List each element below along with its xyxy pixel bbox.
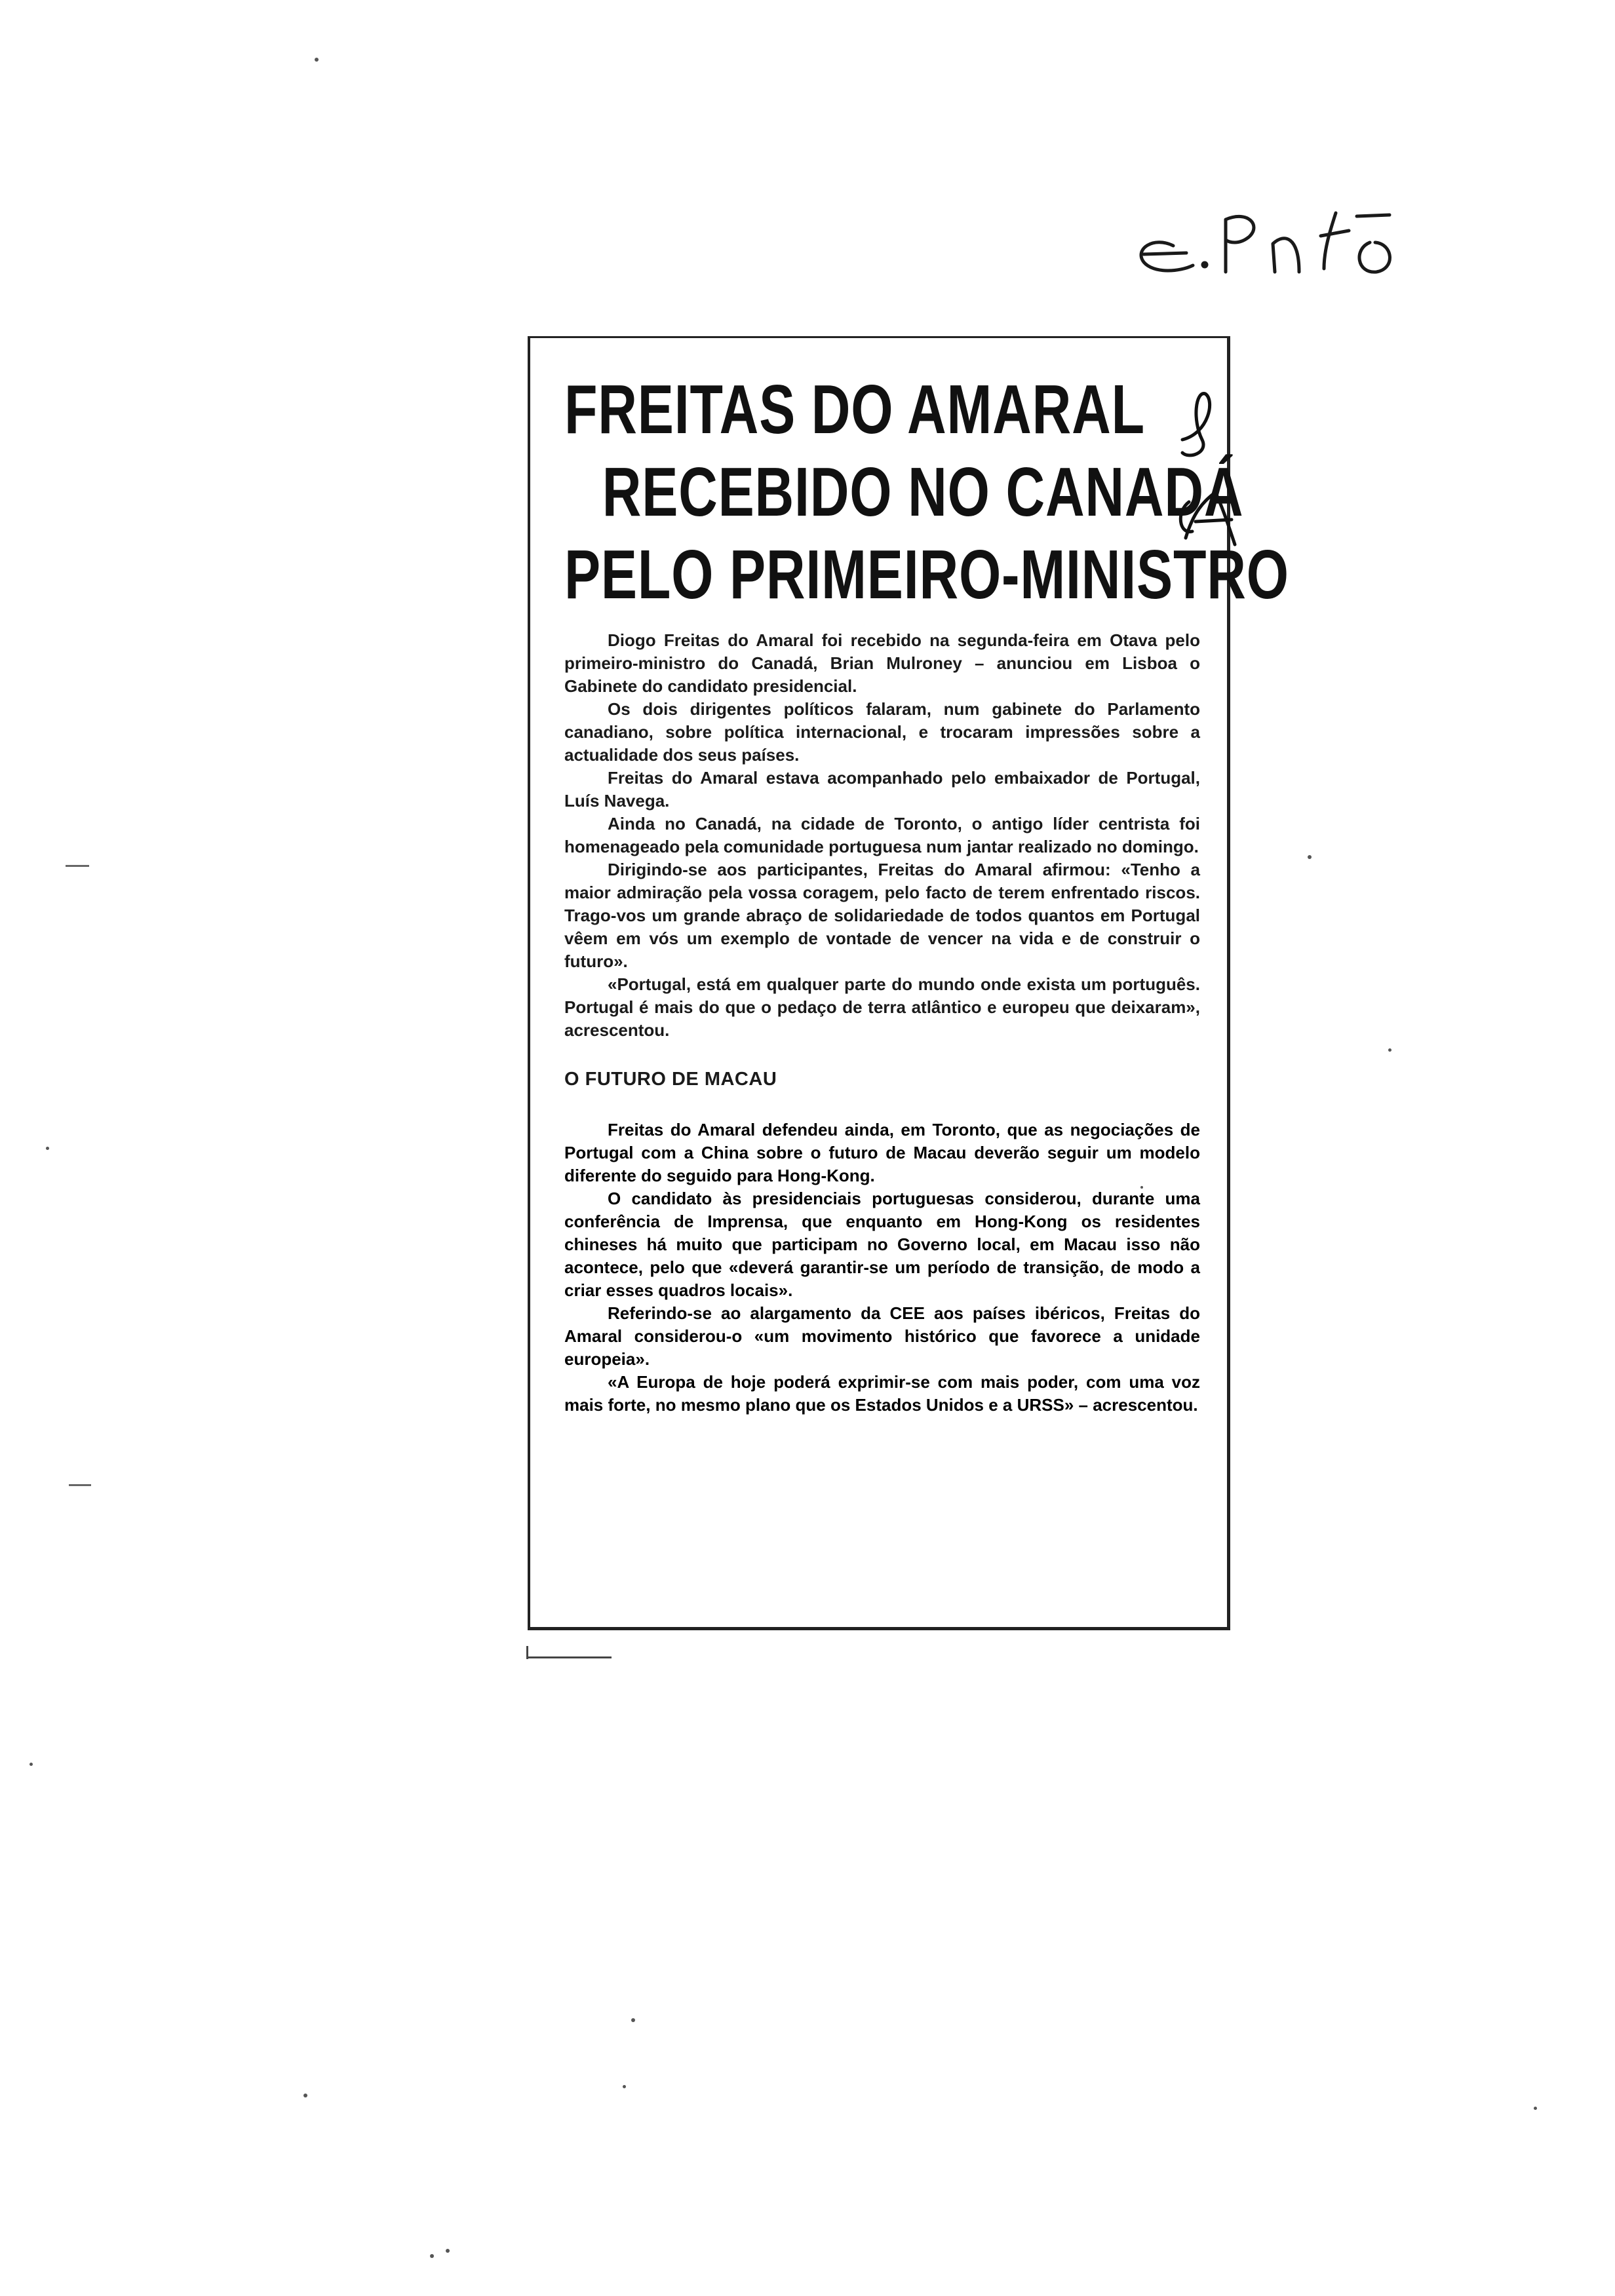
scan-speck	[1388, 1048, 1391, 1052]
scan-speck	[46, 1147, 49, 1150]
scan-speck	[623, 2085, 626, 2088]
article-paragraph: «A Europa de hoje poderá exprimir-se com mais poder, com uma voz mais forte, no mesmo plano que os Estados Unidos e a URSS» – acrescentou.	[564, 1372, 1200, 1415]
scan-speck	[1534, 2107, 1537, 2110]
scan-speck	[631, 2018, 635, 2022]
headline-line-2: RECEBIDO NO CANADÁ	[602, 453, 1244, 531]
scan-mark	[66, 865, 89, 867]
article-paragraph: Freitas do Amaral estava acompanhado pelo embaixador de Portugal, Luís Navega.	[564, 768, 1200, 811]
clipping-edge-line	[526, 1656, 612, 1658]
article-paragraph: Freitas do Amaral defendeu ainda, em Toronto, que as negociações de Portugal com a China sobre o futuro de Macau deverão seguir um modelo diferente do seguido para Hong-Kong.	[564, 1120, 1200, 1185]
article-paragraph: Referindo-se ao alargamento da CEE aos países ibéricos, Freitas do Amaral considerou-o «um movimento histórico que favorece a unidade europeia».	[564, 1303, 1200, 1369]
headline	[564, 368, 1289, 616]
article-paragraph: O candidato às presidenciais portuguesas considerou, durante uma conferência de Imprensa, que enquanto em Hong-Kong os residentes chineses há muito que participam no Governo local, em Macau isso não acontece, pelo que «deverá garantir-se um período de transição, de modo a criar esses quadros locais».	[564, 1189, 1200, 1300]
article-paragraph: Os dois dirigentes políticos falaram, num gabinete do Parlamento canadiano, sobre política internacional, e trocaram impressões sobre a actualidade dos seus países.	[564, 699, 1200, 765]
headline-line-3: PELO PRIMEIRO-MINISTRO	[564, 536, 1289, 613]
article-paragraph: Ainda no Canadá, na cidade de Toronto, o antigo líder centrista foi homenageado pela comunidade portuguesa num jantar realizado no domingo.	[564, 814, 1200, 856]
article-body	[564, 629, 1200, 1417]
article-paragraph: Dirigindo-se aos participantes, Freitas do Amaral afirmou: «Tenho a maior admiração pela vossa coragem, pelo facto de terem enfrentado riscos. Trago-vos um grande abraço de solidariedade de todos quantos em Portugal vêem em vós um exemplo de vontade de vencer na vida e de construir o futuro».	[564, 860, 1200, 971]
scan-speck	[29, 1763, 33, 1766]
scan-speck	[303, 2094, 307, 2097]
headline-line-1: FREITAS DO AMARAL	[564, 371, 1145, 448]
scan-speck	[446, 2249, 450, 2253]
article-section-main	[564, 629, 1200, 1042]
article-paragraph: «Portugal, está em qualquer parte do mundo onde exista um português. Portugal é mais do que o pedaço de terra atlântico e europeu que deixaram», acrescentou.	[564, 974, 1200, 1040]
scan-speck	[430, 2254, 434, 2258]
scribble-mark	[1169, 374, 1241, 564]
scan-mark	[69, 1484, 91, 1486]
scan-speck	[315, 58, 319, 62]
scan-speck	[1308, 855, 1312, 859]
scan-speck	[1140, 1186, 1143, 1189]
article-paragraph: Diogo Freitas do Amaral foi recebido na segunda-feira em Otava pelo primeiro-ministro do Canadá, Brian Mulroney – anunciou em Lisboa o Gabinete do candidato presidencial.	[564, 630, 1200, 696]
handwritten-signature	[1127, 197, 1468, 282]
newspaper-clipping	[528, 336, 1289, 1630]
article-section-macau	[564, 1119, 1200, 1417]
section-heading: O FUTURO DE MACAU	[564, 1069, 777, 1090]
